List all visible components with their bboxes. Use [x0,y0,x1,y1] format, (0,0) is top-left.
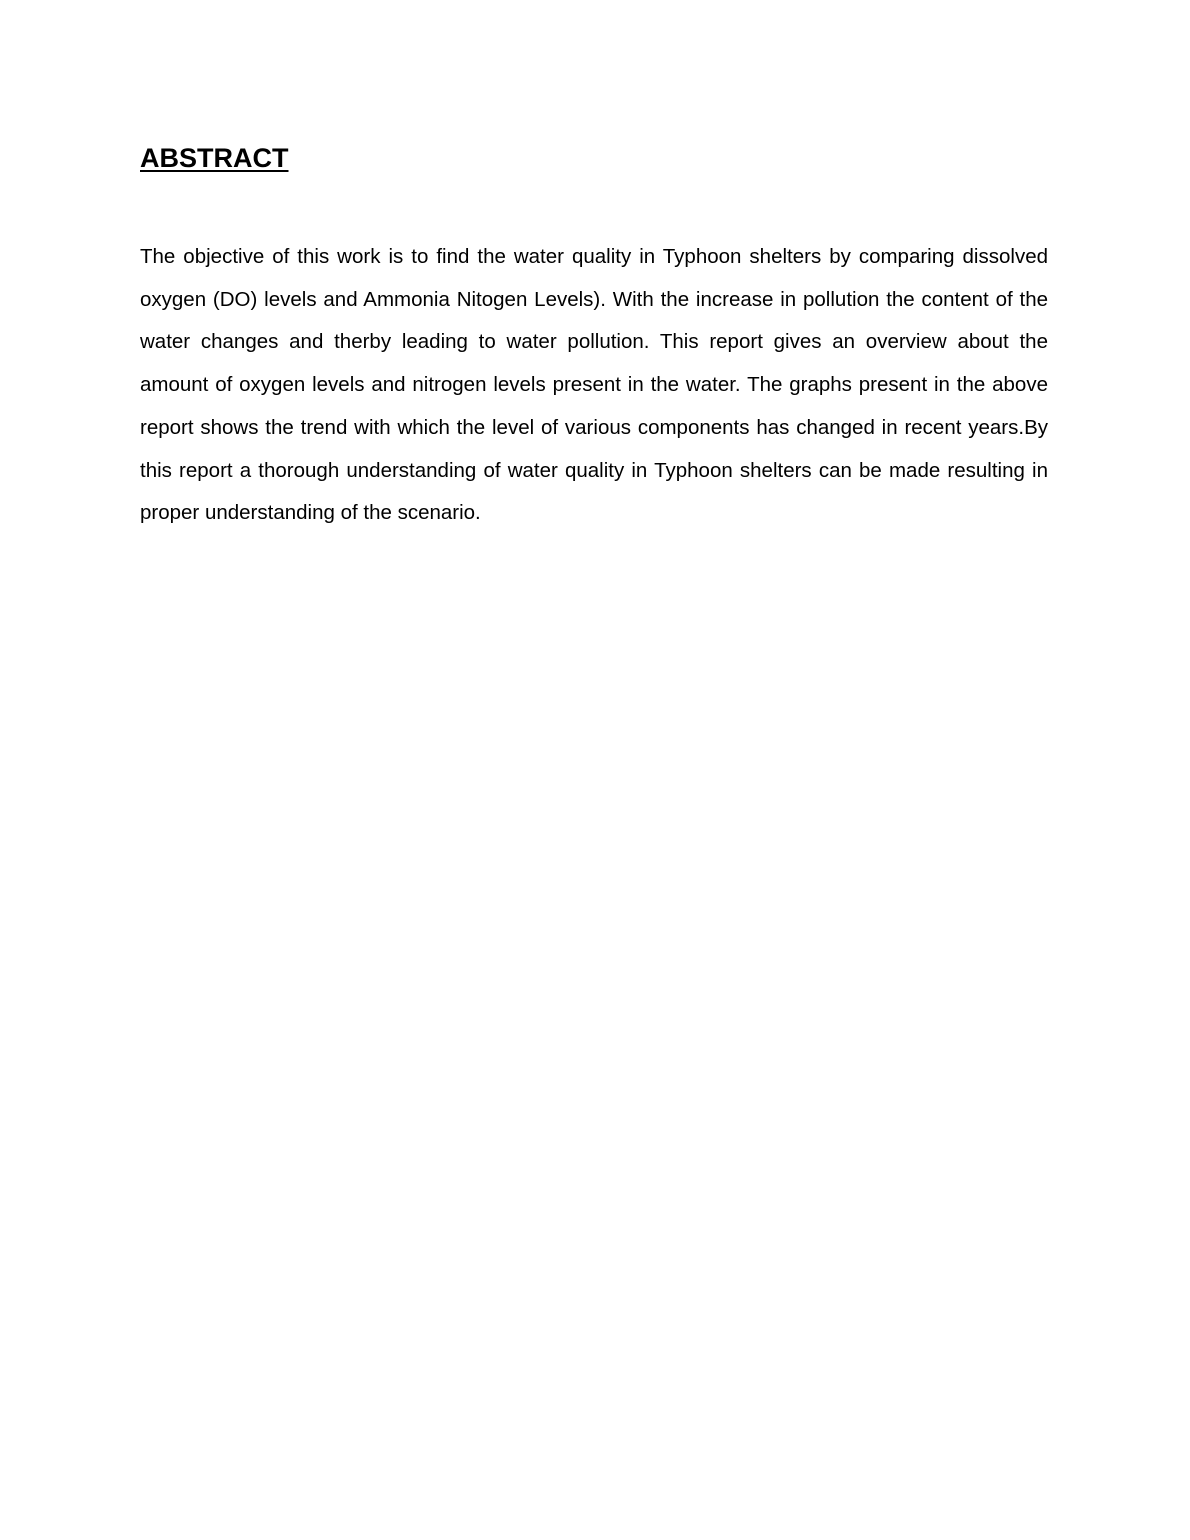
abstract-paragraph: The objective of this work is to find the water quality in Typhoon shelters by comparing dissolved oxygen (DO) levels and Ammonia Nitogen Levels). With the increase in pollution the content of the water changes and therby leading to water pollution. This report gives an overview about the amount of oxygen levels and nitrogen levels present in the water. The graphs present in the above report shows the trend with which the level of various components has changed in recent years.By this report a thorough understanding of water quality in Typhoon shelters can be made resulting in proper understanding of the scenario. [140,245,1048,525]
section-heading: ABSTRACT [140,143,289,173]
